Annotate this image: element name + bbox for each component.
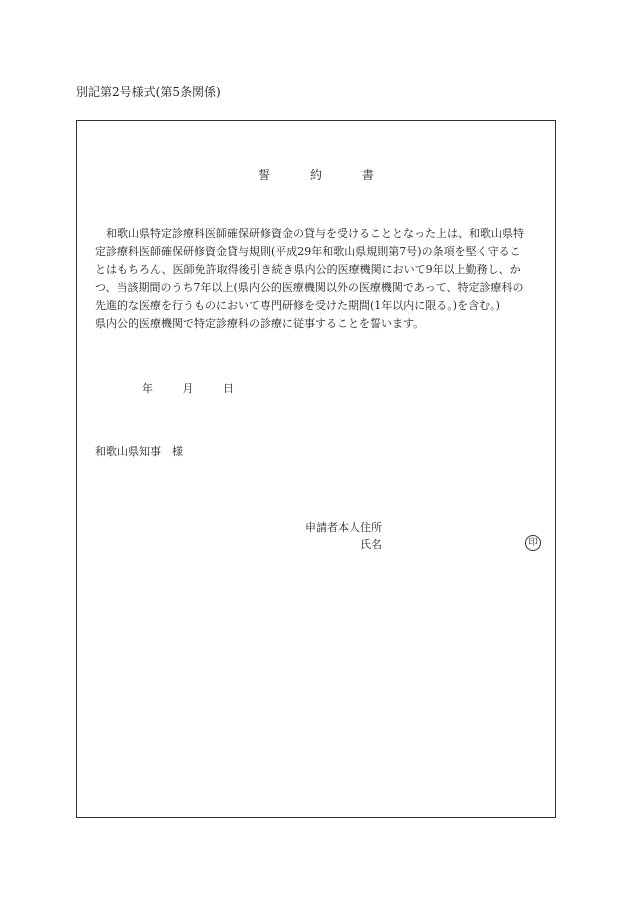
applicant-address-label: 申請者本人住所 (305, 521, 382, 534)
pledge-line-3: とはもちろん、医師免許取得後引き続き県内公的医療機関において9年以上勤務し、か (95, 263, 521, 276)
applicant-name-label: 氏名 (360, 538, 382, 551)
pledge-line-6: 県内公的医療機関で特定診療科の診療に従事することを誓います。 (95, 317, 425, 330)
date-month-label: 月 (182, 382, 194, 395)
date-line (142, 380, 260, 396)
form-reference: 別記第2号様式(第5条関係) (76, 85, 221, 99)
title-char-3: 書 (361, 168, 374, 182)
seal-icon: 印 (525, 535, 541, 551)
title-char-2: 約 (309, 168, 322, 182)
pledge-line-2: 定診療科医師確保研修資金貸与規則(平成29年和歌山県規則第7号)の条項を堅く守るこ (95, 245, 521, 258)
document-title (76, 166, 556, 183)
addressee: 和歌山県知事 様 (95, 445, 183, 458)
date-year-label: 年 (142, 382, 153, 395)
pledge-line-4: つ、当該期間のうち7年以上(県内公的医療機関以外の医療機関であって、特定診療科の (95, 281, 524, 294)
pledge-line-5: 先進的な医療を行うものにおいて専門研修を受けた期間(1年以内に限る。)を含む。) (95, 299, 500, 312)
title-char-1: 誓 (258, 168, 271, 182)
pledge-line-1: 和歌山県特定診療科医師確保研修資金の貸与を受けることとなった上は、和歌山県特 (95, 227, 524, 240)
date-day-label: 日 (223, 382, 234, 395)
pledge-body (95, 225, 555, 333)
